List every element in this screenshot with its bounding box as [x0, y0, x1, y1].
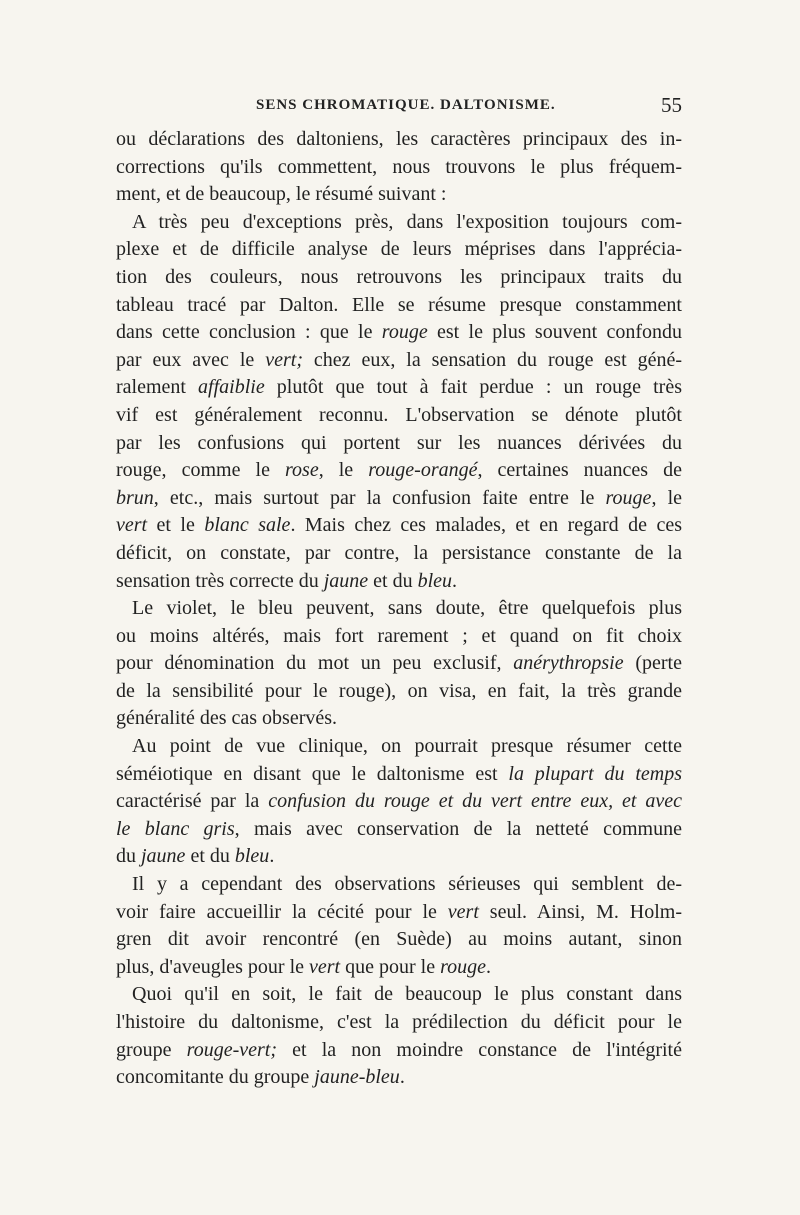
text-segment: pour dénomination du mot un peu exclusif,: [116, 652, 514, 675]
text-segment: A très peu d'exceptions près, dans l'exposition toujours com-: [132, 210, 682, 233]
text-segment: et le: [147, 514, 205, 537]
text-segment: .: [486, 955, 492, 978]
text-line: [116, 871, 682, 899]
italic-text: confusion du rouge et du vert entre eux, et avec: [268, 790, 683, 813]
text-segment: rouge, comme le: [116, 459, 285, 482]
text-segment: (perte: [623, 652, 682, 675]
text-line: [116, 926, 682, 954]
page-number: 55: [661, 93, 682, 117]
italic-text: vert;: [265, 348, 303, 371]
italic-text: rouge: [381, 321, 428, 344]
text-segment: plus, d'aveugles pour le: [116, 955, 310, 978]
text-segment: ralement: [116, 376, 199, 399]
text-line: [116, 705, 682, 733]
italic-text: bleu: [417, 569, 453, 592]
text-segment: Le violet, le bleu peuvent, sans doute, être quelquefois plus: [132, 597, 682, 620]
text-line: [116, 1064, 682, 1092]
text-line: [116, 319, 682, 347]
text-line: [116, 154, 682, 182]
text-segment: du: [116, 845, 141, 868]
text-line: [116, 761, 682, 789]
italic-text: rouge-vert;: [186, 1038, 278, 1061]
text-segment: .: [269, 845, 275, 868]
italic-text: rose: [285, 459, 319, 482]
text-line: [116, 402, 682, 430]
text-line: [116, 181, 682, 209]
running-title: SENS CHROMATIQUE. DALTONISME.: [256, 97, 556, 113]
text-line: [116, 1037, 682, 1065]
italic-text: vert: [447, 900, 479, 923]
text-line: [116, 485, 682, 513]
text-line: [116, 292, 682, 320]
text-segment: Au point de vue clinique, on pourrait presque résumer cette: [132, 735, 682, 758]
text-line: [116, 595, 682, 623]
text-segment: sensation très correcte du: [116, 569, 324, 592]
text-segment: et du: [368, 569, 418, 592]
text-segment: tableau tracé par Dalton. Elle se résume presque constamment: [116, 293, 682, 316]
text-segment: , le: [318, 459, 369, 482]
text-segment: gren dit avoir rencontré (en Suède) au moins autant, sinon: [116, 928, 682, 951]
text-segment: est le plus souvent confondu: [427, 321, 682, 344]
italic-text: brun: [116, 486, 154, 509]
text-segment: déficit, on constate, par contre, la persistance constante de la: [116, 541, 682, 564]
italic-text: la plupart du temps: [508, 762, 682, 785]
italic-text: anérythropsie: [513, 652, 624, 675]
text-line: [116, 457, 682, 485]
text-line: [116, 650, 682, 678]
text-segment: et du: [185, 845, 235, 868]
text-segment: l'histoire du daltonisme, c'est la prédilection du déficit pour le: [116, 1011, 682, 1033]
text-line: [116, 347, 682, 375]
italic-text: rouge: [440, 955, 487, 978]
text-segment: ment, et de beaucoup, le résumé suivant :: [116, 183, 447, 206]
text-segment: de la sensibilité pour le rouge), on visa, en fait, la très grande: [116, 679, 682, 702]
text-line: [116, 430, 682, 458]
text-segment: vif est généralement reconnu. L'observation se dénote plutôt: [116, 403, 682, 426]
text-segment: seul. Ainsi, M. Holm-: [478, 900, 683, 923]
text-segment: Quoi qu'il en soit, le fait de beaucoup le plus constant dans: [132, 983, 682, 1006]
text-segment: que pour le: [340, 955, 441, 978]
text-line: [116, 954, 682, 982]
text-line: [116, 540, 682, 568]
text-segment: groupe: [116, 1038, 187, 1061]
text-segment: et la non moindre constance de l'intégrité: [277, 1038, 682, 1061]
text-line: [116, 816, 682, 844]
text-segment: , etc., mais surtout par la confusion faite entre le: [153, 486, 606, 509]
italic-text: blanc sale: [204, 514, 291, 537]
italic-text: le blanc gris: [116, 817, 235, 840]
text-line: [116, 236, 682, 264]
text-segment: dans cette conclusion : que le: [116, 321, 382, 344]
running-header: [116, 93, 684, 123]
text-line: [116, 568, 682, 596]
text-segment: ou moins altérés, mais fort rarement ; et quand on fit choix: [116, 624, 682, 647]
text-line: [116, 264, 682, 292]
text-line: [116, 678, 682, 706]
text-segment: .: [399, 1066, 405, 1089]
body-text: [116, 126, 682, 1092]
italic-text: jaune-bleu: [314, 1066, 400, 1089]
text-segment: plexe et de difficile analyse de leurs méprises dans l'apprécia-: [116, 238, 682, 261]
text-line: [116, 843, 682, 871]
text-segment: , le: [651, 486, 683, 509]
italic-text: vert: [309, 955, 341, 978]
text-line: [116, 788, 682, 816]
italic-text: vert: [116, 514, 148, 537]
text-segment: par les confusions qui portent sur les nuances dérivées du: [116, 431, 682, 454]
text-line: [116, 1009, 682, 1037]
text-segment: , certaines nuances de: [477, 459, 683, 482]
italic-text: jaune: [323, 569, 369, 592]
text-line: [116, 899, 682, 927]
italic-text: bleu: [234, 845, 270, 868]
text-segment: caractérisé par la: [116, 790, 269, 813]
italic-text: rouge-orangé: [368, 459, 478, 482]
text-line: [116, 733, 682, 761]
italic-text: affaiblie: [198, 376, 265, 399]
text-segment: par eux avec le: [116, 348, 266, 371]
text-line: [116, 512, 682, 540]
text-segment: ou déclarations des daltoniens, les caractères principaux des in-: [116, 128, 682, 150]
text-segment: , mais avec conservation de la netteté commune: [234, 817, 682, 840]
text-segment: séméiotique en disant que le daltonisme est: [116, 762, 509, 785]
text-line: [116, 126, 682, 154]
text-segment: concomitante du groupe: [116, 1066, 315, 1089]
text-line: [116, 374, 682, 402]
text-segment: corrections qu'ils commettent, nous trouvons le plus fréquem-: [116, 155, 682, 178]
text-segment: généralité des cas observés.: [116, 707, 338, 730]
text-segment: voir faire accueillir la cécité pour le: [116, 900, 448, 923]
text-segment: .: [452, 569, 458, 592]
text-line: [116, 209, 682, 237]
text-segment: tion des couleurs, nous retrouvons les principaux traits du: [116, 265, 682, 288]
text-segment: plutôt que tout à fait perdue : un rouge très: [264, 376, 683, 399]
italic-text: rouge: [605, 486, 652, 509]
text-line: [116, 623, 682, 651]
text-line: [116, 981, 682, 1009]
italic-text: jaune: [141, 845, 186, 868]
text-segment: . Mais chez ces malades, et en regard de ces: [290, 514, 682, 537]
text-segment: chez eux, la sensation du rouge est géné-: [302, 348, 682, 371]
text-segment: Il y a cependant des observations sérieuses qui semblent de-: [132, 873, 682, 896]
